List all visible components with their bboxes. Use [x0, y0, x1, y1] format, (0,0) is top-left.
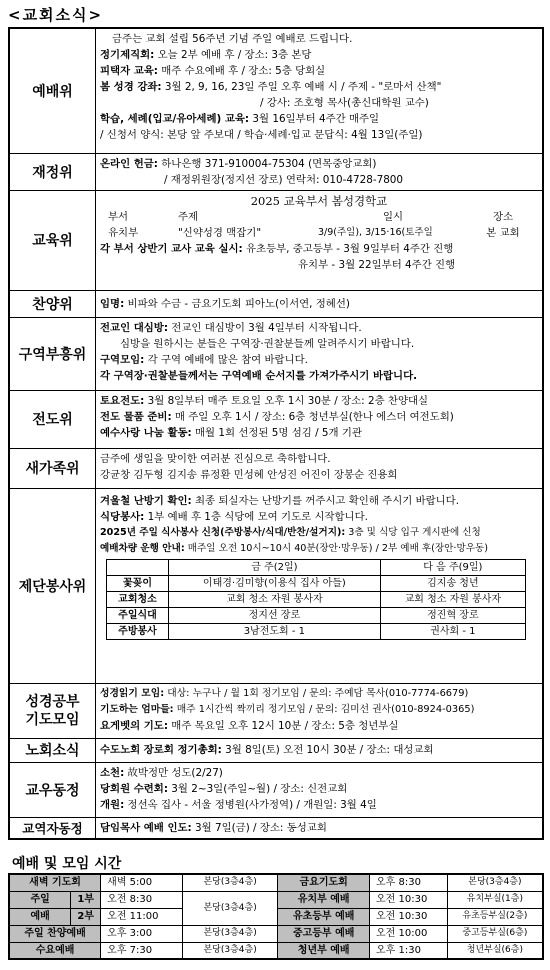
church-news-table	[8, 27, 544, 840]
text-segment: 봄 성경 강좌:	[100, 81, 162, 93]
text-segment: 담임목사 예배 인도:	[100, 821, 192, 834]
newfamily-content	[96, 448, 544, 488]
text-segment: / 신청서 양식: 본당 앞 주보대 / 학습·세례·입교 문답식: 4월 13일(주일)	[100, 129, 423, 141]
text-segment: 주일	[9, 891, 71, 908]
text-segment: 일시	[382, 210, 404, 223]
text-segment: 오후 3:00	[101, 925, 183, 942]
dept-evangelism: 전도위	[9, 390, 96, 448]
duty-row	[107, 623, 526, 639]
text-segment: 유치부	[108, 226, 139, 239]
text-segment: 토요전도:	[100, 394, 145, 407]
dept-worship: 예배위	[9, 28, 96, 153]
education-content	[96, 190, 544, 290]
education-title: 2025 교육부서 봄성경학교	[250, 193, 388, 208]
text-segment: 각 구역장·권찰분들께서는 구역예배 순서지를 가져가주시기 바랍니다.	[100, 369, 418, 382]
dept-altar: 제단봉사위	[9, 488, 96, 683]
text-segment: 기도하는 엄마들:	[100, 703, 174, 715]
text-segment: 본당(3층4층)	[447, 874, 543, 891]
text-segment: 성경공부	[25, 693, 80, 710]
duty-this-week-header: 금 주(2일)	[169, 559, 381, 575]
text-segment: 유치부실(1층)	[447, 891, 543, 908]
text-segment: 학습, 세례(입교/유아세례) 교육:	[100, 113, 250, 125]
schedule-row	[9, 942, 543, 959]
text-segment: 강균창 김두형 김지송 류정환 민성혜 안성진 어진이 장봉순 진용희	[100, 468, 398, 481]
text-segment: 오후 7:30	[101, 942, 183, 959]
page-title: <교회소식>	[8, 6, 104, 24]
text-segment: 본당(3층4층)	[182, 891, 278, 925]
schedule-table	[8, 873, 544, 960]
text-segment: 정지선 장로	[169, 607, 381, 623]
text-segment: 오후 8:30	[370, 874, 448, 891]
text-segment: 전교인 대심방:	[100, 321, 168, 334]
text-segment: 매 주일 오후 1시 / 장소: 6층 청년부실(한나 에스더 여전도회)	[171, 410, 454, 423]
text-segment: 매주 1시간씩 짝끼리 정기모임 / 문의: 김미선 권사(010-8924-0365)	[173, 703, 475, 715]
text-segment: 3남전도회 - 1	[169, 623, 381, 639]
text-segment: 2025년 주일 식사봉사 신청(주방봉사/식대/반찬/설거지):	[100, 526, 346, 538]
text-segment: 비파와 수금 - 금요기도회 피아노(이서연, 정혜선)	[124, 297, 350, 310]
text-segment: 매주 목요일 오후 12시 10분 / 장소: 5층 청년부실	[168, 719, 399, 732]
duty-table	[106, 559, 526, 640]
text-segment: 기도모임	[25, 711, 80, 728]
text-segment: 온라인 헌금:	[100, 157, 158, 170]
text-segment: 권사회 - 1	[380, 623, 525, 639]
text-segment: 최종 퇴실자는 난방기를 꺼주시고 확인해 주시기 바랍니다.	[191, 494, 460, 507]
text-segment: 요게벳의 기도:	[100, 719, 168, 732]
duty-row	[107, 575, 526, 591]
text-segment: 심방을 원하시는 분들은 구역장·권찰분들께 알려주시기 바랍니다.	[120, 337, 415, 350]
bible-content	[96, 683, 544, 738]
text-segment: 오늘 2부 예배 후 / 장소: 3층 본당	[154, 49, 312, 61]
text-segment: 구역모임:	[100, 353, 145, 366]
text-segment: 대상: 누구나 / 월 1회 정기모임 / 문의: 주예담 목사(010-7774-6679)	[164, 687, 469, 699]
text-segment: 장소	[492, 210, 514, 223]
worship-line-1: 금주는 교회 설립 56주년 기념 주일 예배로 드립니다.	[112, 33, 353, 45]
evangelism-content	[96, 390, 544, 448]
text-segment: 유초등부 예배	[278, 908, 370, 925]
elder-content	[96, 738, 544, 762]
text-segment: 주일 찬양예배	[9, 925, 101, 942]
text-segment: 본 교회	[486, 226, 520, 239]
text-segment: 새벽 기도회	[9, 874, 101, 891]
dept-elder: 노회소식	[9, 738, 96, 762]
dept-mission: 교역자동정	[9, 817, 96, 839]
text-segment: 금주에 생일을 맞이한 여러분 진심으로 축하합니다.	[100, 452, 331, 465]
text-segment: 3층 및 식당 입구 게시판에 신청	[345, 526, 481, 538]
text-segment: 매주일 오전 10시~10시 40분(장안·망우동) / 2부 예배 후(장안·망우동)	[184, 542, 489, 554]
dept-newfamily: 새가족위	[9, 448, 96, 488]
dept-finance: 재정위	[9, 153, 96, 190]
text-segment: 유초등부, 중고등부 - 3월 9일부터 4주간 진행	[242, 242, 454, 255]
text-segment: 각 구역 예배에 많은 참여 바랍니다.	[144, 353, 308, 366]
finance-content	[96, 153, 544, 190]
text-segment: 주방봉사	[107, 623, 169, 639]
worship-content	[96, 28, 544, 153]
text-segment: 본당(3층4층)	[182, 942, 278, 959]
text-segment: 3월 8일부터 매주 토요일 오후 1시 30분 / 장소: 2층 찬양대실	[144, 394, 429, 407]
text-segment: / 강사: 조호형 목사(총신대학원 교수)	[260, 97, 429, 109]
text-segment: 전교인 대심방이 3월 4일부터 시작됩니다.	[168, 321, 362, 334]
duty-next-week-header: 다 음 주(9일)	[380, 559, 525, 575]
text-segment: 3/9(주일), 3/15·16(토주일	[318, 226, 433, 238]
text-segment: 각 부서 상반기 교사 교육 실시:	[100, 242, 243, 255]
text-segment: 오전 11:00	[101, 908, 183, 925]
text-segment: 정진혁 장로	[380, 607, 525, 623]
text-segment: 매주 수요예배 후 / 장소: 5층 당회실	[157, 65, 326, 77]
text-segment: 오전 10:30	[370, 891, 448, 908]
text-segment: 1부	[71, 891, 101, 908]
text-segment: 1부 예배 후 1층 식당에 모여 기도로 시작합니다.	[144, 510, 368, 523]
altar-content	[96, 488, 544, 683]
text-segment: 꽃꽂이	[107, 575, 169, 591]
text-segment: 중고등부 예배	[278, 925, 370, 942]
mission-content	[96, 817, 544, 839]
text-segment: 오후 1:30	[370, 942, 448, 959]
text-segment: 3월 7일(금) / 장소: 동성교회	[191, 821, 327, 834]
text-segment: 겨울철 난방기 확인:	[100, 494, 192, 507]
text-segment: 2부	[71, 908, 101, 925]
text-segment: 매월 1회 선정된 5명 섬김 / 5개 기관	[191, 426, 362, 439]
schedule-row	[9, 925, 543, 942]
text-segment: / 재정위원장(정지선 장로) 연락처: 010-4728-7800	[164, 173, 404, 186]
text-segment: 새벽 5:00	[101, 874, 183, 891]
text-segment: 피택자 교육:	[100, 65, 158, 77]
text-segment: 오전 10:30	[370, 908, 448, 925]
text-segment: 전도 물품 준비:	[100, 410, 172, 423]
text-segment: 유치부 예배	[278, 891, 370, 908]
text-segment: 교회청소	[107, 591, 169, 607]
text-segment: 청년부 예배	[278, 942, 370, 959]
text-segment: 김지송 청년	[380, 575, 525, 591]
schedule-row	[9, 874, 543, 891]
text-segment: 3월 8일(토) 오전 10시 30분 / 장소: 대성교회	[221, 744, 434, 756]
schedule-row	[9, 891, 543, 908]
text-segment: 정선옥 집사 - 서울 정병원(사가정역) / 개원일: 3월 4일	[124, 798, 377, 811]
dept-bible	[9, 683, 96, 738]
schedule-title: 예배 및 모임 시간	[12, 856, 122, 872]
praise-content	[96, 290, 544, 317]
text-segment: 3월 2, 9, 16, 23일 주일 오후 예배 시 / 주제 - "로마서 산책"	[161, 81, 442, 93]
text-segment: 청년부실(6층)	[447, 942, 543, 959]
text-segment: 유치부 - 3월 22일부터 4주간 진행	[298, 258, 456, 271]
text-segment: 오전 8:30	[101, 891, 183, 908]
text-segment: 교회 청소 자원 봉사자	[169, 591, 381, 607]
text-segment: 오전 10:00	[370, 925, 448, 942]
duty-row	[107, 607, 526, 623]
text-segment: 이태경·김미향(이용식 집사 아들)	[169, 575, 381, 591]
text-segment: "신약성경 맥잡기"	[178, 226, 262, 239]
text-segment: 부서	[108, 210, 129, 223]
text-segment: 예배	[9, 908, 71, 925]
text-segment: 본당(3층4층)	[182, 925, 278, 942]
text-segment: 예수사랑 나눔 활동:	[100, 426, 192, 439]
text-segment: 소천:	[100, 766, 125, 779]
text-segment: 주제	[178, 210, 199, 223]
text-segment: 성경읽기 모임:	[100, 687, 165, 699]
text-segment: 유초등부실(2층)	[447, 908, 543, 925]
dept-education: 교육위	[9, 190, 96, 290]
text-segment: 중고등부실(6층)	[447, 925, 543, 942]
dept-members: 교우동정	[9, 762, 96, 817]
duty-row	[107, 591, 526, 607]
text-segment: 당회원 수련회:	[100, 782, 168, 795]
text-segment: 본당(3층4층)	[182, 874, 278, 891]
text-segment: 개원:	[100, 798, 125, 811]
text-segment: 수요예배	[9, 942, 101, 959]
dept-district: 구역부흥위	[9, 317, 96, 390]
text-segment: 식당봉사:	[100, 510, 145, 523]
text-segment: 3월 2~3일(주일~월) / 장소: 신전교회	[168, 782, 348, 795]
text-segment: 주일식대	[107, 607, 169, 623]
text-segment: 교회 청소 자원 봉사자	[380, 591, 525, 607]
text-segment: 예배차량 운행 안내:	[100, 542, 185, 554]
dept-praise: 찬양위	[9, 290, 96, 317]
district-content	[96, 317, 544, 390]
text-segment: 금요기도회	[278, 874, 370, 891]
text-segment: 임명:	[100, 297, 125, 310]
text-segment: 정기제직회:	[100, 49, 155, 61]
text-segment: 하나은행 371-910004-75304 (면목중앙교회)	[157, 157, 377, 170]
text-segment: 3월 16일부터 4주간 매주일	[249, 113, 380, 125]
members-content	[96, 762, 544, 817]
text-segment: 수도노회 장로회 정기총회:	[100, 744, 222, 756]
text-segment: 故박정만 성도(2/27)	[124, 766, 223, 779]
